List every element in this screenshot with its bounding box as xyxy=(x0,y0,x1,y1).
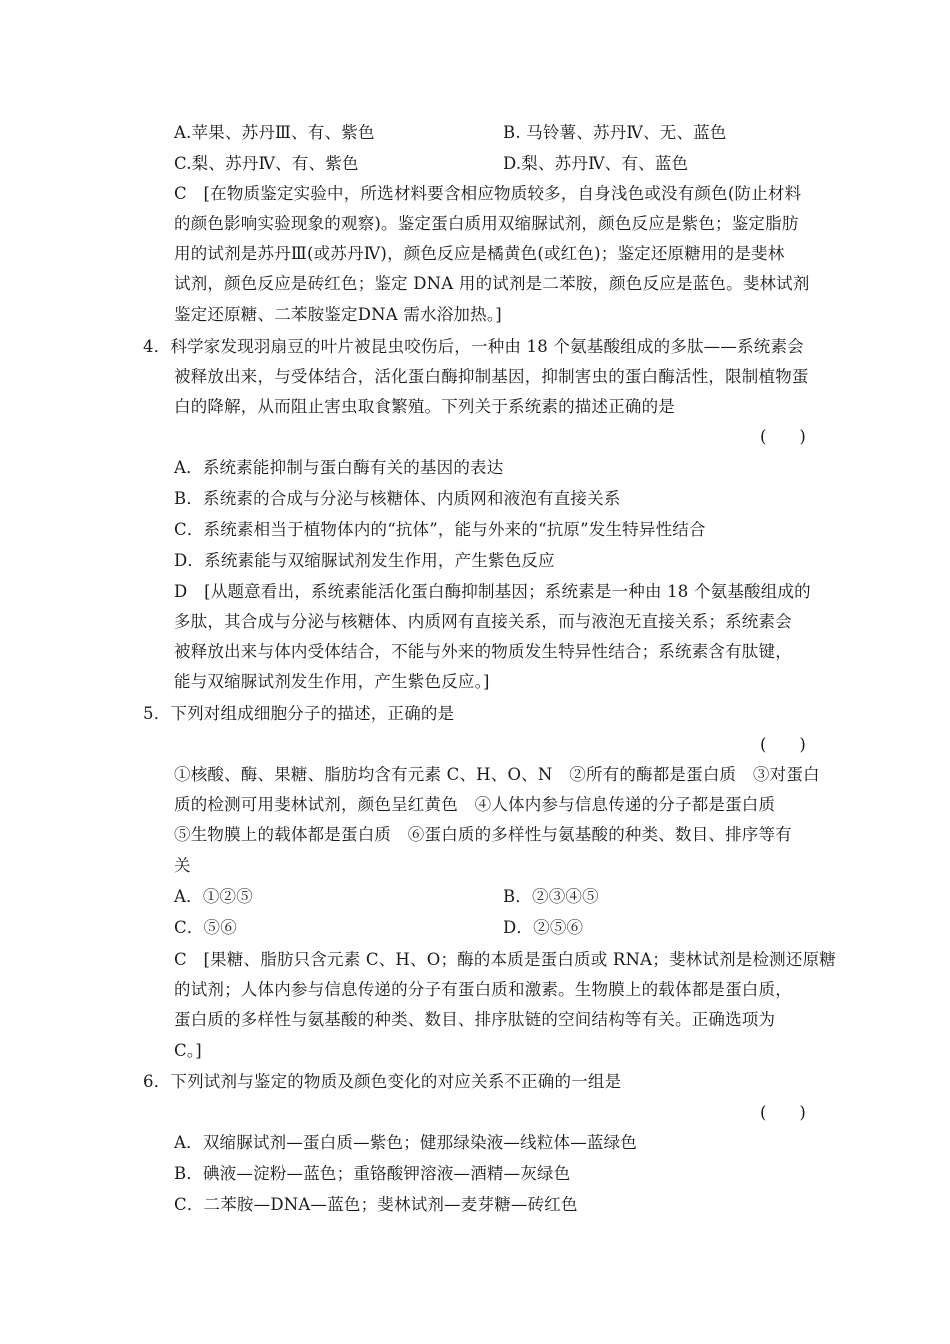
q5-option-c: C．⑤⑥ xyxy=(174,918,237,937)
q5-item-line: ①核酸、酶、果糖、脂肪均含有元素 C、H、O、N ②所有的酶都是蛋白质 ③对蛋白 xyxy=(174,765,820,784)
q5-option-d: D．②⑤⑥ xyxy=(503,918,584,937)
q4-answer-blank: ( ) xyxy=(760,427,806,446)
q3-answer-line: 鉴定还原糖、二苯胺鉴定DNA 需水浴加热。] xyxy=(174,305,502,324)
q5-option-b: B．②③④⑤ xyxy=(503,887,599,906)
q6-option-b: B．碘液—淀粉—蓝色；重铬酸钾溶液—酒精—灰绿色 xyxy=(174,1164,571,1183)
q4-option-c: C．系统素相当于植物体内的“抗体”，能与外来的“抗原”发生特异性结合 xyxy=(174,520,706,539)
q5-answer-line: C。] xyxy=(174,1041,202,1060)
q6-option-c: C．二苯胺—DNA—蓝色；斐林试剂—麦芽糖—砖红色 xyxy=(174,1195,578,1214)
q3-option-c: C.梨、苏丹Ⅳ、有、紫色 xyxy=(174,154,359,173)
q4-option-d: D．系统素能与双缩脲试剂发生作用，产生紫色反应 xyxy=(174,551,555,570)
q4-answer-line: 能与双缩脲试剂发生作用，产生紫色反应。] xyxy=(174,672,490,691)
q5-item-line: 关 xyxy=(174,856,191,875)
q4-option-a: A．系统素能抑制与蛋白酶有关的基因的表达 xyxy=(174,458,504,477)
q4-stem-line: 4．科学家发现羽扇豆的叶片被昆虫咬伤后，一种由 18 个氨基酸组成的多肽——系统素会 xyxy=(143,337,804,356)
q5-answer-line: 的试剂；人体内参与信息传递的分子有蛋白质和激素。生物膜上的载体都是蛋白质， xyxy=(174,980,792,999)
q5-answer-line: C [果糖、脂肪只含元素 C、H、O；酶的本质是蛋白质或 RNA；斐林试剂是检测还原糖 xyxy=(174,950,836,969)
q4-answer-line: 被释放出来与体内受体结合，不能与外来的物质发生特异性结合；系统素含有肽键， xyxy=(174,642,792,661)
q4-answer-line: D [从题意看出，系统素能活化蛋白酶抑制基因；系统素是一种由 18 个氨基酸组成的 xyxy=(174,582,811,601)
q3-option-a: A.苹果、苏丹Ⅲ、有、紫色 xyxy=(174,123,375,142)
q3-answer-line: C [在物质鉴定实验中，所选材料要含相应物质较多，自身浅色或没有颜色(防止材料 xyxy=(174,184,802,203)
q6-answer-blank: ( ) xyxy=(760,1103,806,1122)
q5-answer-blank: ( ) xyxy=(760,735,806,754)
q3-answer-line: 试剂，颜色反应是砖红色；鉴定 DNA 用的试剂是二苯胺，颜色反应是蓝色。斐林试剂 xyxy=(174,274,810,293)
q4-option-b: B．系统素的合成与分泌与核糖体、内质网和液泡有直接关系 xyxy=(174,489,621,508)
q5-item-line: 质的检测可用斐林试剂，颜色呈红黄色 ④人体内参与信息传递的分子都是蛋白质 xyxy=(174,795,776,814)
q3-option-d: D.梨、苏丹Ⅳ、有、蓝色 xyxy=(503,154,689,173)
q3-answer-line: 用的试剂是苏丹Ⅲ(或苏丹Ⅳ)，颜色反应是橘黄色(或红色)；鉴定还原糖用的是斐林 xyxy=(174,244,785,263)
q3-answer-line: 的颜色影响实验现象的观察)。鉴定蛋白质用双缩脲试剂，颜色反应是紫色；鉴定脂肪 xyxy=(174,214,799,233)
q4-stem-line: 被释放出来，与受体结合，活化蛋白酶抑制基因，抑制害虫的蛋白酶活性，限制植物蛋 xyxy=(174,367,809,386)
q4-stem-line: 白的降解，从而阻止害虫取食繁殖。下列关于系统素的描述正确的是 xyxy=(174,397,675,416)
q5-item-line: ⑤生物膜上的载体都是蛋白质 ⑥蛋白质的多样性与氨基酸的种类、数目、排序等有 xyxy=(174,825,792,844)
q4-answer-line: 多肽，其合成与分泌与核糖体、内质网有直接关系，而与液泡无直接关系；系统素会 xyxy=(174,612,792,631)
q5-answer-line: 蛋白质的多样性与氨基酸的种类、数目、排序肽链的空间结构等有关。正确选项为 xyxy=(174,1010,776,1029)
q3-option-b: B. 马铃薯、苏丹Ⅳ、无、蓝色 xyxy=(503,123,727,142)
q6-stem-line: 6．下列试剂与鉴定的物质及颜色变化的对应关系不正确的一组是 xyxy=(143,1072,622,1091)
q6-option-a: A．双缩脲试剂—蛋白质—紫色；健那绿染液—线粒体—蓝绿色 xyxy=(174,1133,638,1152)
q5-stem-line: 5．下列对组成细胞分子的描述，正确的是 xyxy=(143,704,455,723)
q5-option-a: A．①②⑤ xyxy=(174,887,253,906)
